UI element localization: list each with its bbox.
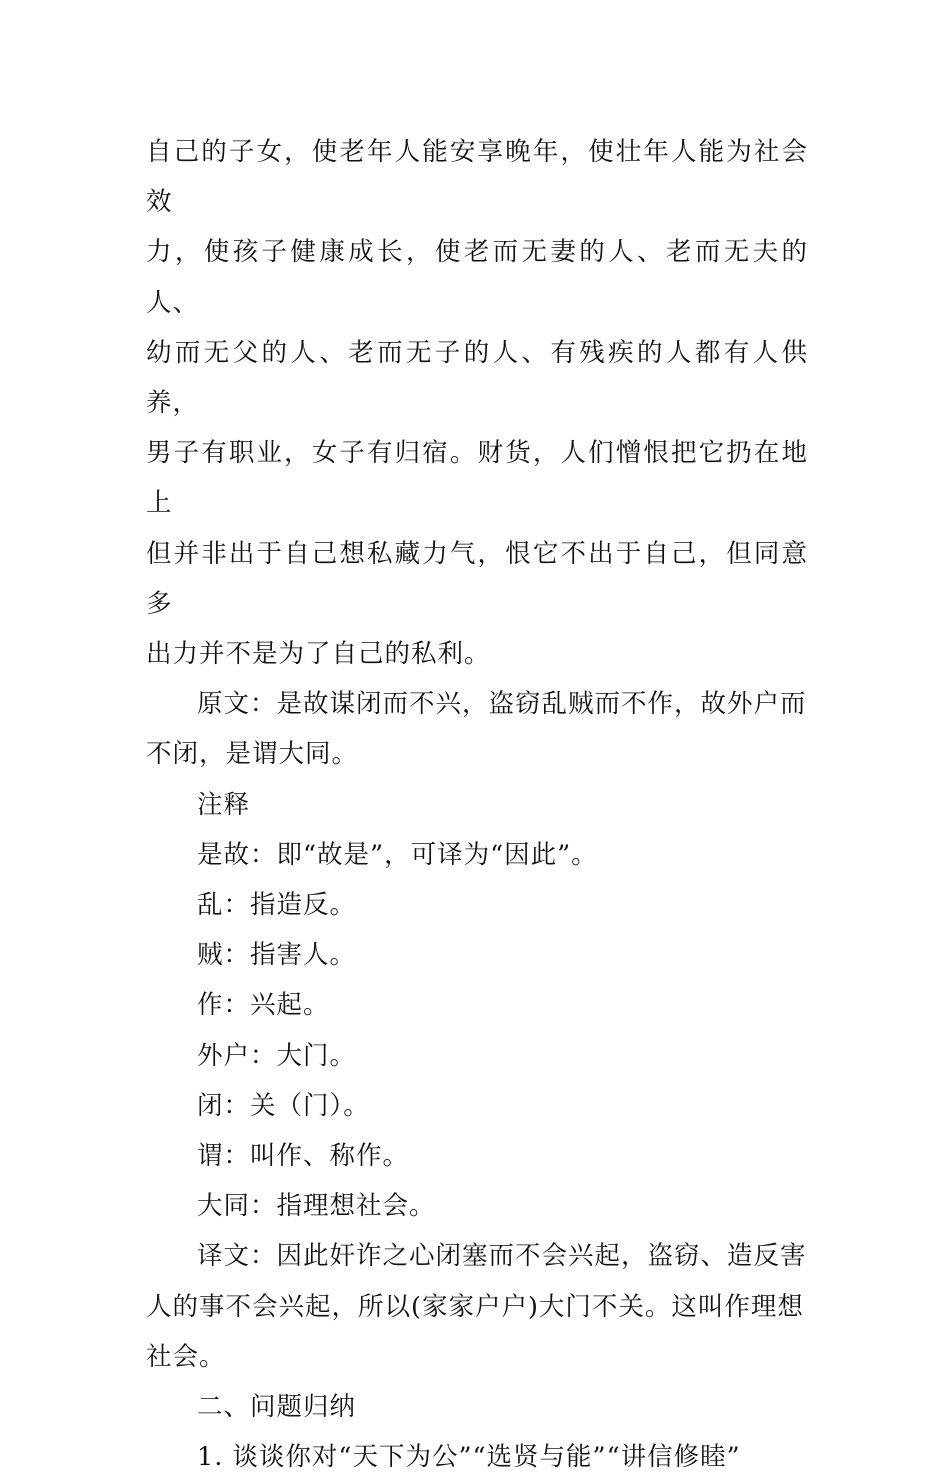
text-line: 自己的子女，使老年人能安享晚年，使壮年人能为社会效: [146, 137, 808, 218]
paragraph: [146, 980, 808, 1030]
text-line: 译文：因此奸诈之心闭塞而不会兴起，盗窃、造反害: [197, 1241, 807, 1272]
paragraph: [146, 1081, 808, 1131]
paragraph: [146, 1131, 808, 1181]
paragraph: [146, 880, 808, 930]
text-line: 出力并不是为了自己的私利。: [146, 639, 491, 670]
text-line: 力，使孩子健康成长，使老而无妻的人、老而无夫的人、: [146, 237, 808, 318]
paragraph: [146, 127, 808, 679]
paragraph: [146, 1181, 808, 1231]
text-line: 闭：关（门）。: [197, 1090, 370, 1121]
text-line: 大同：指理想社会。: [197, 1191, 436, 1222]
text-line: 社会。: [146, 1341, 226, 1372]
paragraph: [146, 1382, 808, 1432]
text-line: 贼：指害人。: [197, 940, 357, 971]
text-line: 二、问题归纳: [197, 1392, 357, 1423]
text-line: 但并非出于自己想私藏力气，恨它不出于自己，但同意多: [146, 538, 808, 619]
text-line: 外户：大门。: [197, 1040, 357, 1071]
document-body: [146, 127, 808, 1482]
text-line: 不闭，是谓大同。: [146, 739, 359, 770]
text-line: 男子有职业，女子有归宿。财货，人们憎恨把它扔在地上: [146, 438, 808, 519]
text-line: 注释: [197, 789, 251, 820]
text-line: 是故：即“故是”，可译为“因此”。: [197, 839, 598, 870]
paragraph: [146, 830, 808, 880]
text-line: 作：兴起。: [197, 990, 330, 1021]
paragraph: [146, 1031, 808, 1081]
text-line: 人的事不会兴起，所以(家家户户)大门不关。这叫作理想: [146, 1291, 804, 1322]
text-line: 原文：是故谋闭而不兴，盗窃乱贼而不作，故外户而: [197, 689, 807, 720]
text-line: 幼而无父的人、老而无子的人、有残疾的人都有人供养，: [146, 337, 808, 419]
paragraph: [146, 1231, 808, 1382]
paragraph: [146, 780, 808, 830]
paragraph: [146, 1432, 808, 1482]
text-line: 1. 谈谈你对“天下为公”“选贤与能”“讲信修睦”: [197, 1442, 741, 1473]
text-line: 乱：指造反。: [197, 890, 357, 921]
paragraph: [146, 679, 808, 779]
text-line: 谓：叫作、称作。: [197, 1141, 410, 1172]
paragraph: [146, 930, 808, 980]
